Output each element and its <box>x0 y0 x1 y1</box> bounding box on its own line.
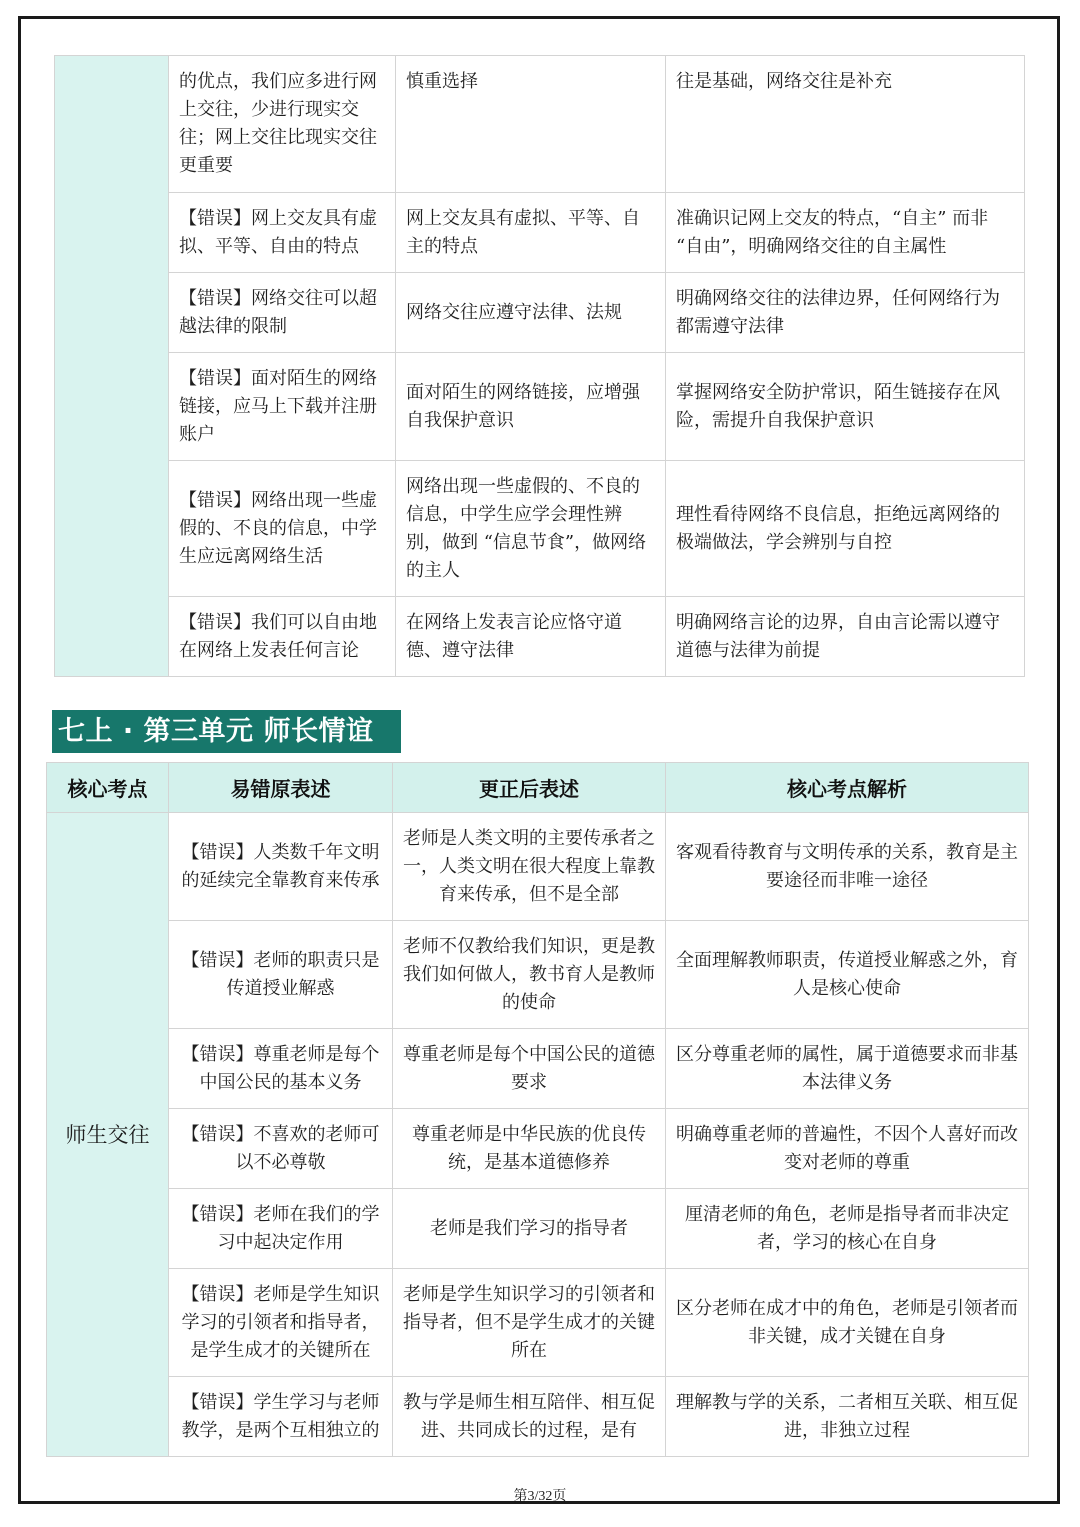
table-row <box>47 813 1029 921</box>
wrong-statement: 【错误】不喜欢的老师可以不必尊敬 <box>169 1109 393 1189</box>
analysis: 客观看待教育与文明传承的关系，教育是主要途径而非唯一途径 <box>666 813 1029 921</box>
header-core-point: 核心考点 <box>47 763 169 813</box>
analysis: 理性看待网络不良信息，拒绝远离网络的极端做法，学会辨别与自控 <box>666 461 1025 597</box>
analysis: 明确尊重老师的普遍性，不因个人喜好而改变对老师的尊重 <box>666 1109 1029 1189</box>
table-row <box>55 56 1025 193</box>
wrong-statement: 【错误】老师在我们的学习中起决定作用 <box>169 1189 393 1269</box>
analysis: 明确网络交往的法律边界，任何网络行为都需遵守法律 <box>666 273 1025 353</box>
table-header-row <box>47 763 1029 813</box>
category-cell <box>55 56 169 677</box>
analysis: 掌握网络安全防护常识，陌生链接存在风险，需提升自我保护意识 <box>666 353 1025 461</box>
wrong-statement: 【错误】网络交往可以超越法律的限制 <box>169 273 396 353</box>
table-row <box>55 273 1025 353</box>
page-number: 第3/32页 <box>513 1489 567 1504</box>
corrected-statement: 网络交往应遵守法律、法规 <box>396 273 666 353</box>
analysis: 往是基础，网络交往是补充 <box>666 56 1025 193</box>
wrong-statement: 的优点，我们应多进行网上交往，少进行现实交往；网上交往比现实交往更重要 <box>169 56 396 193</box>
table-row <box>47 921 1029 1029</box>
corrected-statement: 老师是我们学习的指导者 <box>393 1189 666 1269</box>
continued-error-table <box>54 55 1025 677</box>
corrected-statement: 老师是人类文明的主要传承者之一，人类文明在很大程度上靠教育来传承，但不是全部 <box>393 813 666 921</box>
analysis: 区分尊重老师的属性，属于道德要求而非基本法律义务 <box>666 1029 1029 1109</box>
analysis: 明确网络言论的边界，自由言论需以遵守道德与法律为前提 <box>666 597 1025 677</box>
wrong-statement: 【错误】网上交友具有虚拟、平等、自由的特点 <box>169 193 396 273</box>
analysis: 全面理解教师职责，传道授业解惑之外，育人是核心使命 <box>666 921 1029 1029</box>
table-row <box>47 1029 1029 1109</box>
teacher-student-error-table <box>46 762 1029 1457</box>
wrong-statement: 【错误】面对陌生的网络链接，应马上下载并注册账户 <box>169 353 396 461</box>
corrected-statement: 慎重选择 <box>396 56 666 193</box>
corrected-statement: 尊重老师是每个中国公民的道德要求 <box>393 1029 666 1109</box>
section-title: 七上 · 第三单元 师长情谊 <box>52 710 401 753</box>
table-row <box>55 461 1025 597</box>
header-wrong-statement: 易错原表述 <box>169 763 393 813</box>
analysis: 理解教与学的关系，二者相互关联、相互促进，非独立过程 <box>666 1377 1029 1457</box>
table-row <box>47 1377 1029 1457</box>
category-cell: 师生交往 <box>47 813 169 1457</box>
wrong-statement: 【错误】老师是学生知识学习的引领者和指导者，是学生成才的关键所在 <box>169 1269 393 1377</box>
analysis: 区分老师在成才中的角色，老师是引领者而非关键，成才关键在自身 <box>666 1269 1029 1377</box>
header-corrected-statement: 更正后表述 <box>393 763 666 813</box>
wrong-statement: 【错误】我们可以自由地在网络上发表任何言论 <box>169 597 396 677</box>
wrong-statement: 【错误】尊重老师是每个中国公民的基本义务 <box>169 1029 393 1109</box>
corrected-statement: 面对陌生的网络链接，应增强自我保护意识 <box>396 353 666 461</box>
wrong-statement: 【错误】网络出现一些虚假的、不良的信息，中学生应远离网络生活 <box>169 461 396 597</box>
corrected-statement: 教与学是师生相互陪伴、相互促进、共同成长的过程，是有 <box>393 1377 666 1457</box>
corrected-statement: 老师是学生知识学习的引领者和指导者，但不是学生成才的关键所在 <box>393 1269 666 1377</box>
corrected-statement: 在网络上发表言论应恪守道德、遵守法律 <box>396 597 666 677</box>
table-row <box>55 353 1025 461</box>
table-row <box>55 597 1025 677</box>
table-row <box>55 193 1025 273</box>
corrected-statement: 尊重老师是中华民族的优良传统，是基本道德修养 <box>393 1109 666 1189</box>
wrong-statement: 【错误】人类数千年文明的延续完全靠教育来传承 <box>169 813 393 921</box>
corrected-statement: 老师不仅教给我们知识，更是教我们如何做人，教书育人是教师的使命 <box>393 921 666 1029</box>
header-analysis: 核心考点解析 <box>666 763 1029 813</box>
wrong-statement: 【错误】老师的职责只是传道授业解惑 <box>169 921 393 1029</box>
analysis: 准确识记网上交友的特点，“自主” 而非 “自由”，明确网络交往的自主属性 <box>666 193 1025 273</box>
analysis: 厘清老师的角色，老师是指导者而非决定者，学习的核心在自身 <box>666 1189 1029 1269</box>
corrected-statement: 网络出现一些虚假的、不良的信息，中学生应学会理性辨别，做到 “信息节食”，做网络的主人 <box>396 461 666 597</box>
wrong-statement: 【错误】学生学习与老师教学，是两个互相独立的 <box>169 1377 393 1457</box>
table-row <box>47 1109 1029 1189</box>
table-row <box>47 1189 1029 1269</box>
corrected-statement: 网上交友具有虚拟、平等、自主的特点 <box>396 193 666 273</box>
table-row <box>47 1269 1029 1377</box>
